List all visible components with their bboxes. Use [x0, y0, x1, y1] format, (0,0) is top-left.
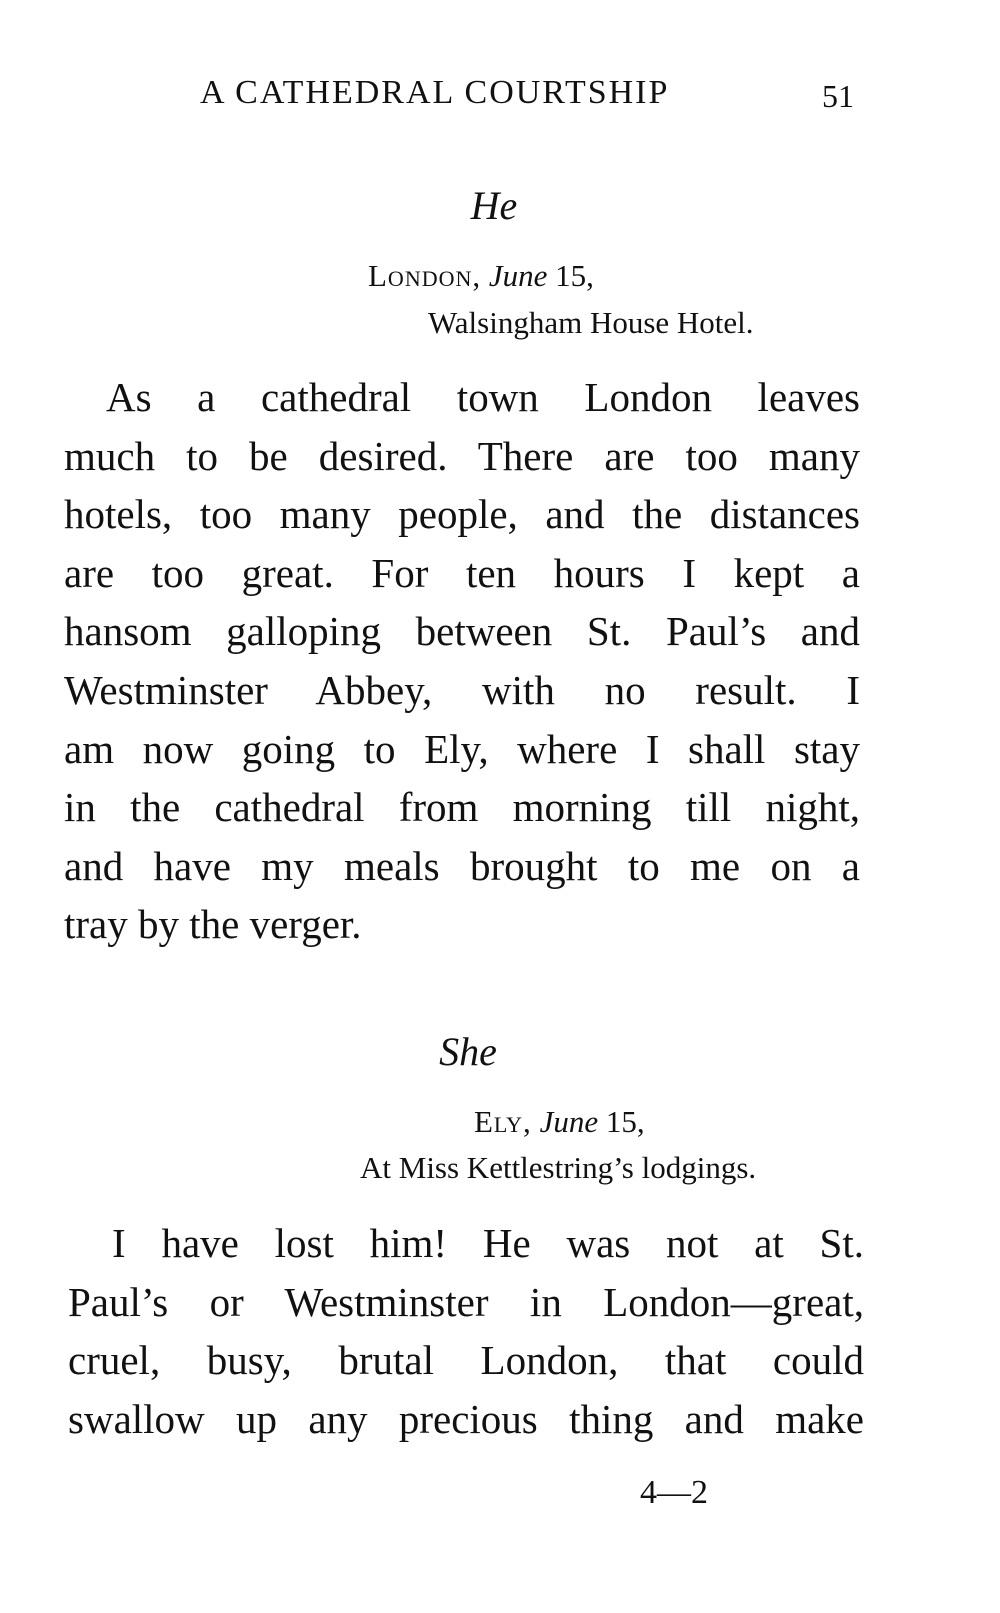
text-line: am now going to Ely, where I shall stay [64, 725, 860, 772]
dateline-place: London, [368, 258, 482, 293]
text-line: tray by the verger. [64, 901, 362, 948]
text-line: and have my meals brought to me on a [64, 842, 860, 889]
dateline-she [474, 1104, 645, 1140]
dateline-month: June [539, 1104, 599, 1139]
letter-body-she [68, 1214, 864, 1448]
text-line: much to be desired. There are too many [64, 432, 860, 479]
text-line: swallow up any precious thing and make [68, 1395, 864, 1442]
text-line: I have lost him! He was not at St. [112, 1220, 864, 1266]
printer-signature-mark: 4—2 [640, 1474, 708, 1511]
dateline-month: June [488, 258, 548, 293]
letter-body-he [64, 368, 860, 954]
text-line: cruel, busy, brutal London, that could [68, 1337, 864, 1384]
dateline-day: 15, [555, 258, 594, 293]
text-line: hansom galloping between St. Paul’s and [64, 608, 860, 655]
text-line: As a cathedral town London leaves [106, 374, 860, 420]
address-she: At Miss Kettlestring’s lodgings. [360, 1150, 757, 1185]
dateline-he [368, 258, 594, 294]
running-head-title: A CATHEDRAL COURTSHIP [200, 74, 670, 111]
text-line: are too great. For ten hours I kept a [64, 549, 860, 596]
text-line: Paul’s or Westminster in London—great, [68, 1278, 864, 1325]
dateline-place: Ely, [474, 1104, 532, 1139]
address-he: Walsingham House Hotel. [428, 305, 754, 340]
text-line: in the cathedral from morning till night, [64, 784, 860, 831]
text-line: hotels, too many people, and the distances [64, 491, 860, 538]
dateline-day: 15, [605, 1104, 645, 1139]
speaker-heading-he: He [470, 183, 518, 228]
speaker-heading-she: She [439, 1029, 497, 1074]
page-number: 51 [822, 78, 854, 114]
text-line: Westminster Abbey, with no result. I [64, 666, 860, 713]
